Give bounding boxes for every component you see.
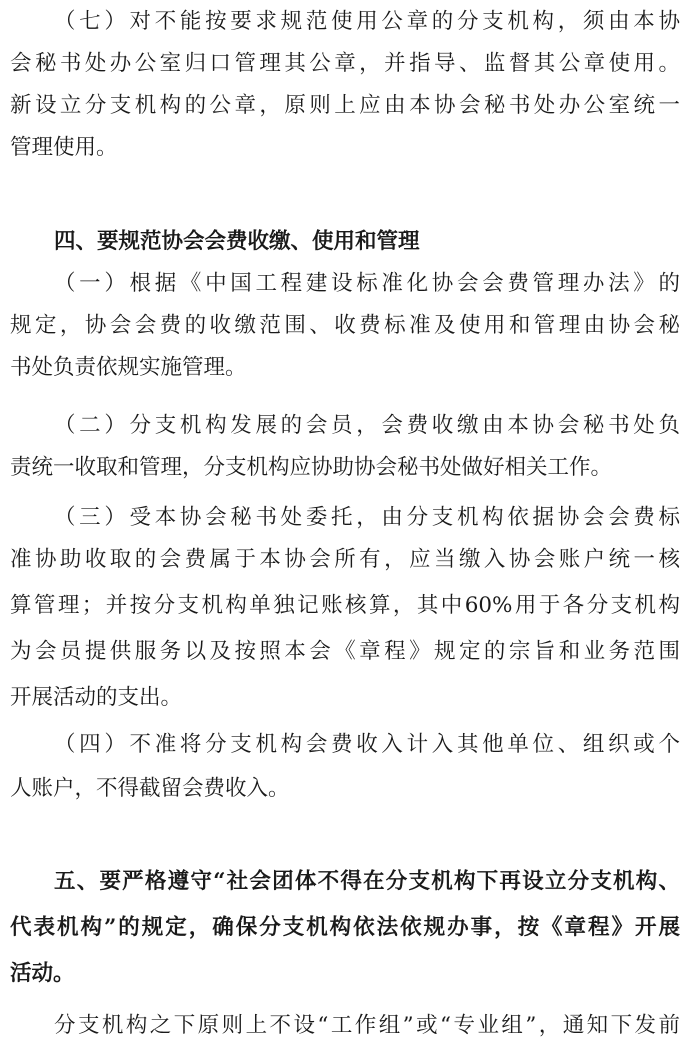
section-5-heading-line-1: 五、要严格遵守“社会团体不得在分支机构下再设立分支机构、 — [54, 869, 680, 894]
section-4-item-3-line-1: （三）受本协会秘书处委托，由分支机构依据协会会费标 — [54, 505, 680, 530]
paragraph-7-line-1: （七）对不能按要求规范使用公章的分支机构，须由本协 — [54, 9, 680, 34]
section-4-item-1-line-2: 规定，协会会费的收缴范围、收费标准及使用和管理由协会秘 — [10, 313, 680, 338]
section-5-heading-line-2: 代表机构”的规定，确保分支机构依法依规办事，按《章程》开展 — [10, 915, 680, 940]
section-4-item-3-line-3: 算管理；并按分支机构单独记账核算，其中60%用于各分支机构 — [10, 593, 680, 618]
paragraph-7-line-4: 管理使用。 — [10, 135, 118, 160]
section-4-item-3-line-4: 为会员提供服务以及按照本会《章程》规定的宗旨和业务范围 — [10, 639, 680, 664]
section-4-item-2-line-2: 责统一收取和管理，分支机构应协助协会秘书处做好相关工作。 — [10, 455, 613, 480]
section-4-item-1-line-1: （一）根据《中国工程建设标准化协会会费管理办法》的 — [54, 271, 680, 296]
section-4-item-3-line-5: 开展活动的支出。 — [10, 685, 183, 710]
section-4-heading: 四、要规范协会会费收缴、使用和管理 — [54, 229, 420, 254]
section-4-item-3-line-2: 准协助收取的会费属于本协会所有，应当缴入协会账户统一核 — [10, 547, 680, 572]
paragraph-7-line-3: 新设立分支机构的公章，原则上应由本协会秘书处办公室统一 — [10, 93, 680, 118]
section-4-item-2-line-1: （二）分支机构发展的会员，会费收缴由本协会秘书处负 — [54, 413, 680, 438]
paragraph-7-line-2: 会秘书处办公室归口管理其公章，并指导、监督其公章使用。 — [10, 51, 680, 76]
section-5-body-line-1: 分支机构之下原则上不设“工作组”或“专业组”，通知下发前 — [54, 1013, 680, 1038]
section-4-item-4-line-2: 人账户，不得截留会费收入。 — [10, 776, 290, 801]
section-4-item-1-line-3: 书处负责依规实施管理。 — [10, 355, 247, 380]
section-5-heading-line-3: 活动。 — [10, 961, 75, 986]
section-4-item-4-line-1: （四）不准将分支机构会费收入计入其他单位、组织或个 — [54, 732, 680, 757]
